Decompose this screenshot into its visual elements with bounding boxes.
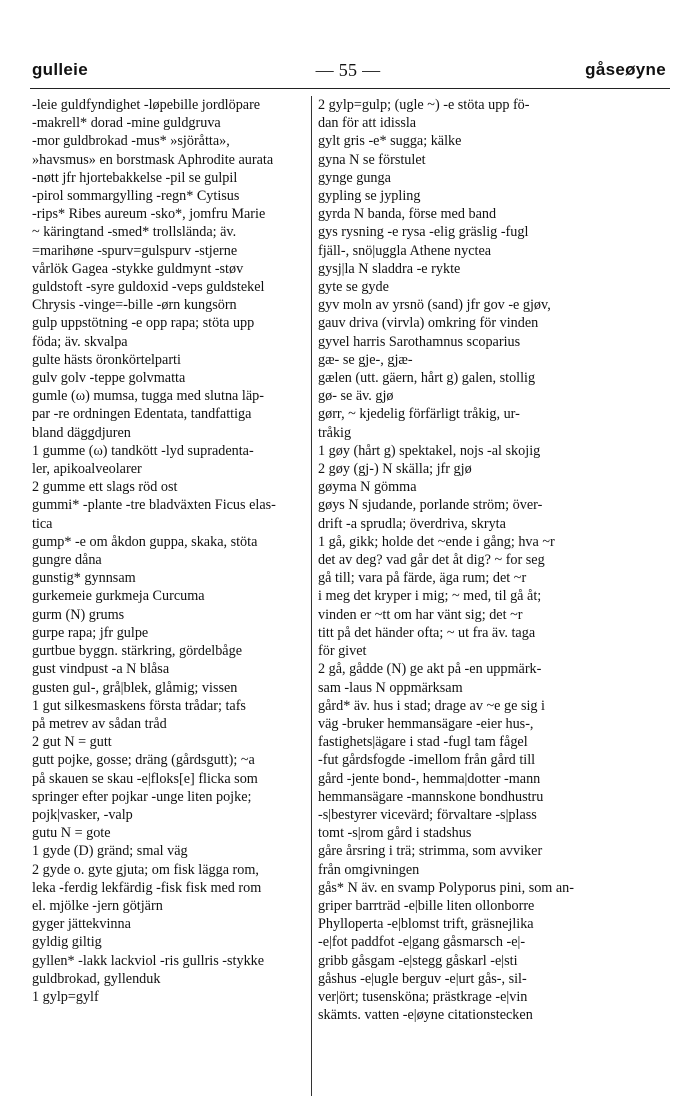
- text-line: gulv golv -teppe golvmatta: [32, 370, 186, 387]
- text-line: vinden er ~tt om har vänt sig; det ~r: [318, 606, 523, 623]
- text-line: gribb gåsgam -e|stegg gåskarl -e|sti: [318, 952, 518, 969]
- text-line: gyrda N banda, förse med band: [318, 206, 497, 223]
- text-line: tråkig: [318, 424, 352, 441]
- text-line: gurm (N) grums: [32, 606, 125, 623]
- text-line: gysj|la N sladdra -e rykte: [318, 260, 461, 277]
- right-column: [318, 96, 594, 1024]
- text-line: gunstig* gynnsam: [32, 570, 136, 587]
- text-line: vårlök Gagea -stykke guldmynt -støv: [32, 260, 244, 277]
- text-line: Chrysis -vinge=-bille -ørn kungsörn: [32, 297, 237, 314]
- text-line: -mor guldbrokad -mus* »sjöråtta»,: [32, 133, 230, 150]
- text-line: -s|bestyrer vicevärd; förvaltare -s|plass: [318, 806, 537, 823]
- text-line: -fut gårdsfogde -imellom från gård till: [318, 752, 536, 769]
- text-line: pojk|vasker, -valp: [32, 806, 133, 823]
- text-line: -pirol sommargylling -regn* Cytisus: [32, 188, 240, 205]
- text-line: gylt gris -e* sugga; kälke: [318, 133, 462, 150]
- text-line: 1 gå, gikk; holde det ~ende i gång; hva ~r: [318, 533, 555, 550]
- text-line: »havsmus» en borstmask Aphrodite aurata: [32, 151, 274, 168]
- text-line: -rips* Ribes aureum -sko*, jomfru Marie: [32, 206, 266, 223]
- text-line: 2 gylp=gulp; (ugle ~) -e stöta upp fö-: [318, 97, 530, 113]
- text-line: gård* äv. hus i stad; drage av ~e ge sig i: [318, 697, 545, 714]
- text-line: gusten gul-, grå|blek, glåmig; vissen: [32, 679, 238, 696]
- text-line: 2 gøy (gj-) N skälla; jfr gjø: [318, 461, 472, 478]
- text-line: gutt pojke, gosse; dräng (gårdsgutt); ~a: [32, 752, 255, 769]
- text-line: -nøtt jfr hjortebakkelse -pil se gulpil: [32, 169, 238, 186]
- text-line: gyvel harris Sarothamnus scoparius: [318, 333, 521, 350]
- text-line: gurkemeie gurkmeja Curcuma: [32, 588, 205, 605]
- text-line: skämts. vatten -e|øyne citationstecken: [318, 1007, 533, 1024]
- text-line: från omgivningen: [318, 861, 420, 878]
- text-line: fastighets|ägare i stad -fugl tam fågel: [318, 734, 528, 751]
- text-line: ver|ört; tusensköna; prästkrage -e|vin: [318, 988, 528, 1005]
- text-line: på skauen se skau -e|floks[e] flicka som: [32, 770, 258, 787]
- text-line: gys rysning -e rysa -elig gräslig -fugl: [318, 224, 529, 241]
- text-line: gås* N äv. en svamp Polyporus pini, som an-: [318, 879, 575, 896]
- text-line: titt på det händer ofta; ~ ut fra äv. taga: [318, 624, 536, 641]
- column-divider: [311, 96, 312, 1096]
- text-line: gauv driva (virvla) omkring för vinden: [318, 315, 539, 332]
- text-line: gøyma N gömma: [318, 479, 417, 496]
- text-line: gyna N se förstulet: [318, 151, 426, 168]
- text-line: i meg det kryper i mig; ~ med, til gå åt;: [318, 588, 542, 605]
- text-line: gælen (utt. gäern, hårt g) galen, stollig: [318, 370, 536, 387]
- text-line: dan för att idissla: [318, 115, 417, 132]
- text-line: gumle (ω) mumsa, tugga med slutna läp-: [32, 388, 264, 405]
- text-line: gyger jättekvinna: [32, 916, 131, 933]
- text-line: väg -bruker hemmansägare -eier hus-,: [318, 715, 534, 732]
- text-line: guldstoft -syre guldoxid -veps guldstekel: [32, 279, 265, 296]
- text-line: gæ- se gje-, gjæ-: [318, 351, 413, 368]
- text-line: gyv moln av yrsnö (sand) jfr gov -e gjøv,: [318, 297, 551, 314]
- left-column: [32, 96, 308, 1006]
- text-line: gump* -e om åkdon guppa, skaka, stöta: [32, 533, 258, 550]
- text-line: drift -a sprudla; överdriva, skryta: [318, 515, 506, 532]
- text-line: gulte hästs öronkörtelparti: [32, 351, 181, 368]
- text-line: gust vindpust -a N blåsa: [32, 661, 170, 678]
- text-line: 1 gøy (hårt g) spektakel, nojs -al skojig: [318, 442, 541, 459]
- text-line: gurpe rapa; jfr gulpe: [32, 624, 149, 641]
- text-line: -makrell* dorad -mine guldgruva: [32, 115, 221, 132]
- text-line: gummi* -plante -tre bladväxten Ficus elas-: [32, 497, 276, 514]
- text-line: guldbrokad, gyllenduk: [32, 970, 161, 987]
- text-line: gutu N = gote: [32, 825, 111, 842]
- text-line: -leie guldfyndighet -løpebille jordlöpare: [32, 97, 261, 113]
- text-line: gå till; vara på färde, äga rum; det ~r: [318, 570, 527, 587]
- text-line: 1 gyde (D) gränd; smal väg: [32, 843, 188, 860]
- text-line: springer efter pojkar -unge liten pojke;: [32, 788, 252, 805]
- text-line: gørr, ~ kjedelig förfärligt tråkig, ur-: [318, 406, 520, 423]
- text-line: ler, apikoalveolarer: [32, 461, 142, 478]
- text-line: ~ käringtand -smed* trollslända; äv.: [32, 224, 237, 241]
- text-line: 2 gumme ett slags röd ost: [32, 479, 178, 496]
- text-line: gynge gunga: [318, 169, 391, 186]
- header-rule: [30, 88, 670, 89]
- text-line: =marihøne -spurv=gulspurv -stjerne: [32, 242, 238, 259]
- text-line: föda; äv. skvalpa: [32, 333, 128, 350]
- text-line: gåshus -e|ugle berguv -e|urt gås-, sil-: [318, 970, 527, 987]
- text-line: gø- se äv. gjø: [318, 388, 394, 405]
- page-number: — 55 —: [315, 60, 381, 80]
- text-line: gyte se gyde: [318, 279, 389, 296]
- text-line: tica: [32, 515, 53, 532]
- text-line: bland däggdjuren: [32, 424, 131, 441]
- text-line: par -re ordningen Edentata, tandfattiga: [32, 406, 252, 423]
- text-line: på metrev av sådan tråd: [32, 715, 167, 732]
- running-head-right: gåseøyne: [585, 60, 666, 79]
- text-line: gyldig giltig: [32, 934, 102, 951]
- text-line: gåre årsring i trä; strimma, som avviker: [318, 843, 543, 860]
- text-line: gungre dåna: [32, 552, 102, 569]
- text-line: sam -laus N oppmärksam: [318, 679, 463, 696]
- text-line: fjäll-, snö|uggla Athene nyctea: [318, 242, 492, 259]
- text-line: 1 gylp=gylf: [32, 988, 99, 1005]
- text-line: 2 gyde o. gyte gjuta; om fisk lägga rom,: [32, 861, 259, 878]
- text-line: 1 gut silkesmaskens första trådar; tafs: [32, 697, 246, 714]
- text-line: gurtbue byggn. stärkring, gördelbåge: [32, 643, 242, 660]
- text-line: el. mjölke -jern götjärn: [32, 897, 163, 914]
- text-line: -e|fot paddfot -e|gang gåsmarsch -e|-: [318, 934, 526, 951]
- text-line: tomt -s|rom gård i stadshus: [318, 825, 472, 842]
- text-line: gulp uppstötning -e opp rapa; stöta upp: [32, 315, 255, 332]
- text-line: griper barrträd -e|bille liten ollonborre: [318, 897, 535, 914]
- text-line: Phylloperta -e|blomst trift, gräsnejlika: [318, 916, 534, 933]
- text-line: 2 gå, gådde (N) ge akt på -en uppmärk-: [318, 661, 542, 678]
- text-line: 1 gumme (ω) tandkött -lyd supradenta-: [32, 442, 254, 459]
- text-line: gård -jente bond-, hemma|dotter -mann: [318, 770, 541, 787]
- text-line: gøys N sjudande, porlande ström; över-: [318, 497, 543, 514]
- text-line: gypling se jypling: [318, 188, 421, 205]
- running-head-left: gulleie: [32, 60, 88, 79]
- text-line: leka -ferdig lekfärdig -fisk fisk med rom: [32, 879, 262, 896]
- text-line: hemmansägare -mannskone bondhustru: [318, 788, 544, 805]
- text-line: det av deg? vad går det åt dig? ~ for seg: [318, 552, 545, 569]
- text-line: 2 gut N = gutt: [32, 734, 112, 751]
- text-line: gyllen* -lakk lackviol -ris gullris -stykke: [32, 952, 265, 969]
- text-line: för givet: [318, 643, 367, 660]
